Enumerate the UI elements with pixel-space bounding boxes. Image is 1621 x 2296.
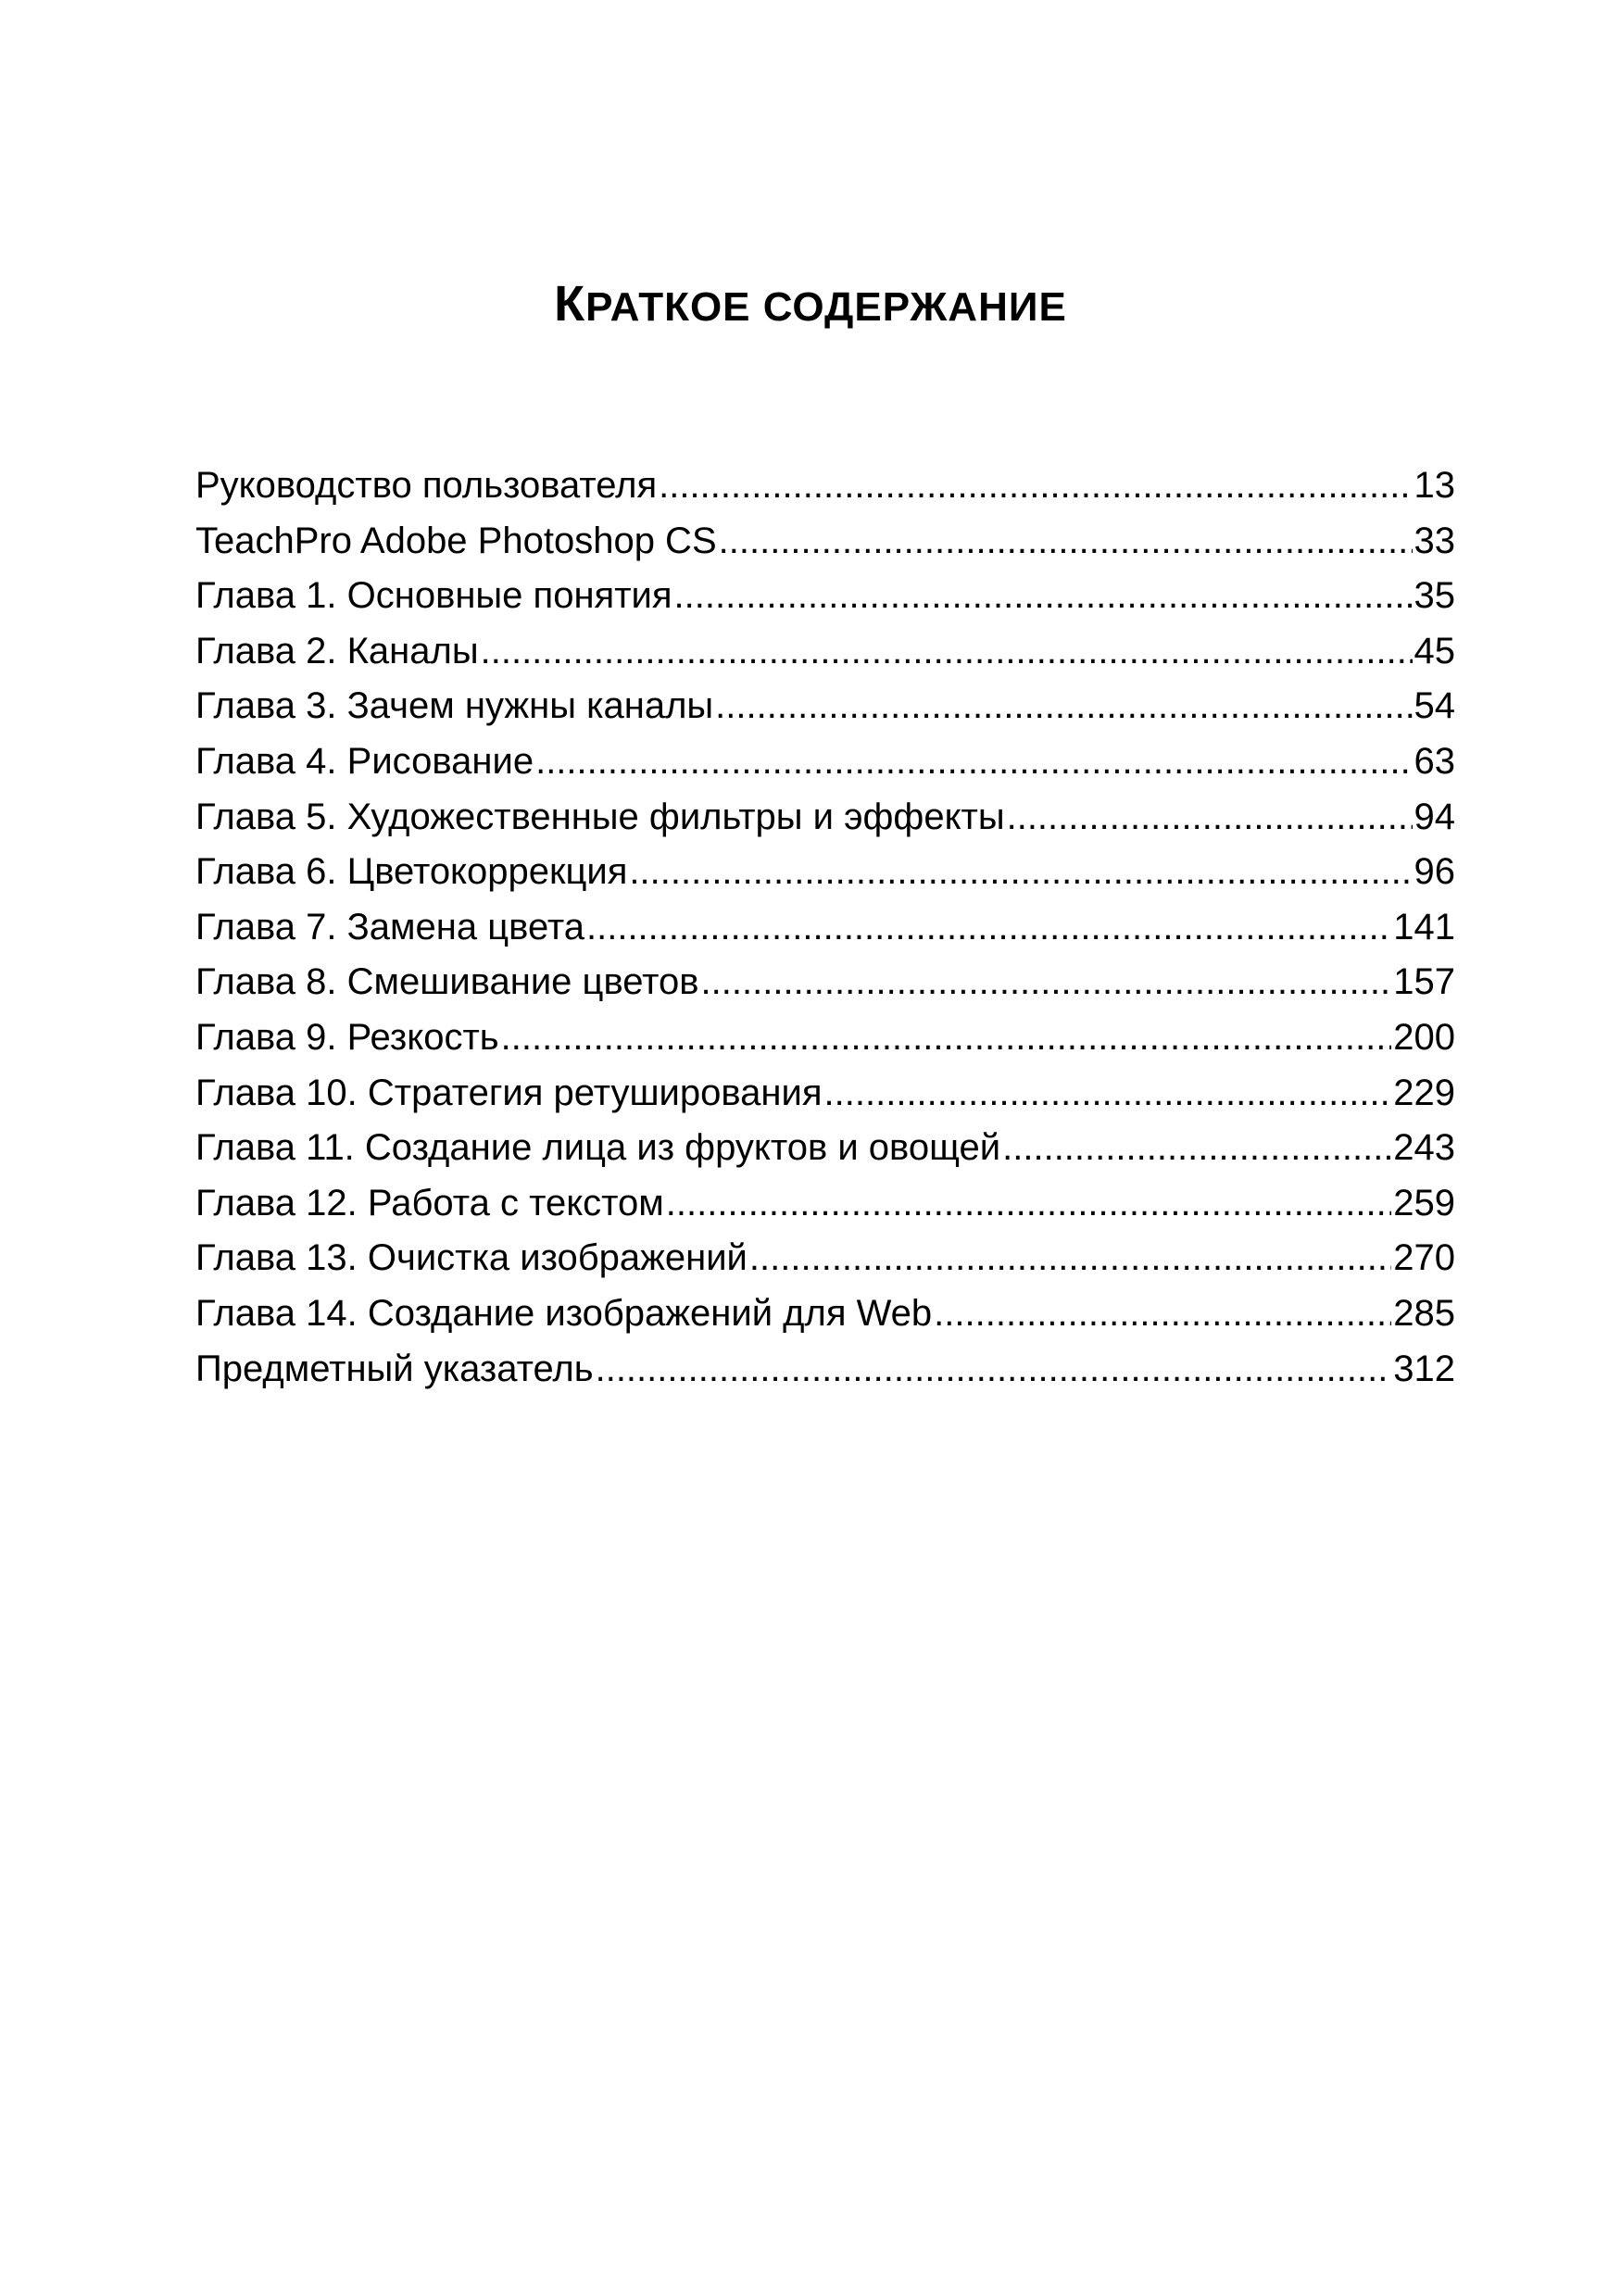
- toc-dot-leader: [674, 569, 1413, 624]
- toc-entry[interactable]: [195, 734, 1455, 790]
- toc-entry-title: Глава 13. Очистка изображений: [195, 1237, 748, 1279]
- toc-dot-leader: [501, 1010, 1392, 1066]
- toc-page-number: 200: [1393, 1016, 1455, 1058]
- toc-entry-title: Руководство пользователя: [195, 465, 658, 506]
- toc-entry[interactable]: [195, 1286, 1455, 1342]
- page-title-rest: РАТКОЕ СОДЕРЖАНИЕ: [585, 284, 1067, 331]
- toc-entry-title: Глава 2. Каналы: [195, 630, 479, 671]
- toc-entry-title: Глава 9. Резкость: [195, 1016, 499, 1058]
- toc-entry-title: Глава 8. Смешивание цветов: [195, 961, 699, 1003]
- toc-page-number: 259: [1393, 1182, 1455, 1223]
- toc-entry[interactable]: [195, 1066, 1455, 1122]
- toc-entry[interactable]: [195, 790, 1455, 846]
- toc-entry-title: Глава 7. Замена цвета: [195, 906, 584, 947]
- toc-page-number: 33: [1414, 520, 1455, 561]
- toc-entry[interactable]: [195, 458, 1455, 514]
- toc-entry-title: Глава 12. Работа с текстом: [195, 1182, 664, 1223]
- toc-entry[interactable]: [195, 1231, 1455, 1286]
- toc-page-number: 63: [1414, 740, 1455, 782]
- toc-page-number: 96: [1414, 851, 1455, 893]
- toc-dot-leader: [1007, 790, 1413, 846]
- toc-dot-leader: [481, 624, 1413, 680]
- toc-dot-leader: [659, 458, 1412, 514]
- toc-entry[interactable]: [195, 1121, 1455, 1176]
- toc-entry[interactable]: [195, 1342, 1455, 1398]
- toc-entry[interactable]: [195, 624, 1455, 680]
- toc-entry[interactable]: [195, 955, 1455, 1010]
- toc-dot-leader: [934, 1286, 1391, 1342]
- toc-entry-title: Глава 14. Создание изображений для Web: [195, 1292, 933, 1334]
- toc-dot-leader: [586, 900, 1391, 956]
- toc-page-number: 13: [1414, 465, 1455, 506]
- toc-page-number: 141: [1393, 906, 1455, 947]
- toc-entry-title: Предметный указатель: [195, 1348, 594, 1389]
- toc-dot-leader: [749, 1231, 1391, 1286]
- toc-entry[interactable]: [195, 900, 1455, 956]
- toc-entry[interactable]: [195, 845, 1455, 900]
- toc-entry[interactable]: [195, 569, 1455, 624]
- toc-entry[interactable]: [195, 679, 1455, 734]
- toc-dot-leader: [719, 514, 1413, 570]
- toc-dot-leader: [666, 1176, 1391, 1232]
- toc-page-number: 270: [1393, 1237, 1455, 1279]
- toc-page-number: 157: [1393, 961, 1455, 1003]
- toc-page-number: 54: [1414, 685, 1455, 727]
- toc-dot-leader: [824, 1066, 1392, 1122]
- toc-entry-title: TeachPro Adobe Photoshop CS: [195, 520, 717, 561]
- table-of-contents: [195, 458, 1455, 1397]
- toc-page-number: 243: [1393, 1127, 1455, 1169]
- toc-dot-leader: [629, 845, 1412, 900]
- toc-dot-leader: [701, 955, 1392, 1010]
- toc-entry-title: Глава 3. Зачем нужны каналы: [195, 685, 714, 727]
- toc-page-number: 312: [1393, 1348, 1455, 1389]
- toc-entry-title: Глава 11. Создание лица из фруктов и овощей: [195, 1127, 1001, 1169]
- toc-entry-title: Глава 6. Цветокоррекция: [195, 851, 628, 893]
- toc-page-number: 45: [1414, 630, 1455, 671]
- toc-dot-leader: [535, 734, 1412, 790]
- toc-page-number: 229: [1393, 1072, 1455, 1113]
- toc-page-number: 35: [1414, 575, 1455, 617]
- toc-page-number: 285: [1393, 1292, 1455, 1334]
- toc-dot-leader: [715, 679, 1412, 734]
- toc-entry-title: Глава 4. Рисование: [195, 740, 534, 782]
- toc-entry-title: Глава 1. Основные понятия: [195, 575, 672, 617]
- page-title-initial: К: [554, 276, 586, 332]
- toc-page-number: 94: [1414, 796, 1455, 837]
- toc-entry[interactable]: [195, 1010, 1455, 1066]
- toc-dot-leader: [596, 1342, 1392, 1398]
- page-title: [0, 276, 1621, 332]
- toc-entry-title: Глава 10. Стратегия ретуширования: [195, 1072, 823, 1113]
- toc-entry[interactable]: [195, 514, 1455, 570]
- toc-dot-leader: [1002, 1121, 1391, 1176]
- toc-entry[interactable]: [195, 1176, 1455, 1232]
- toc-entry-title: Глава 5. Художественные фильтры и эффекты: [195, 796, 1005, 837]
